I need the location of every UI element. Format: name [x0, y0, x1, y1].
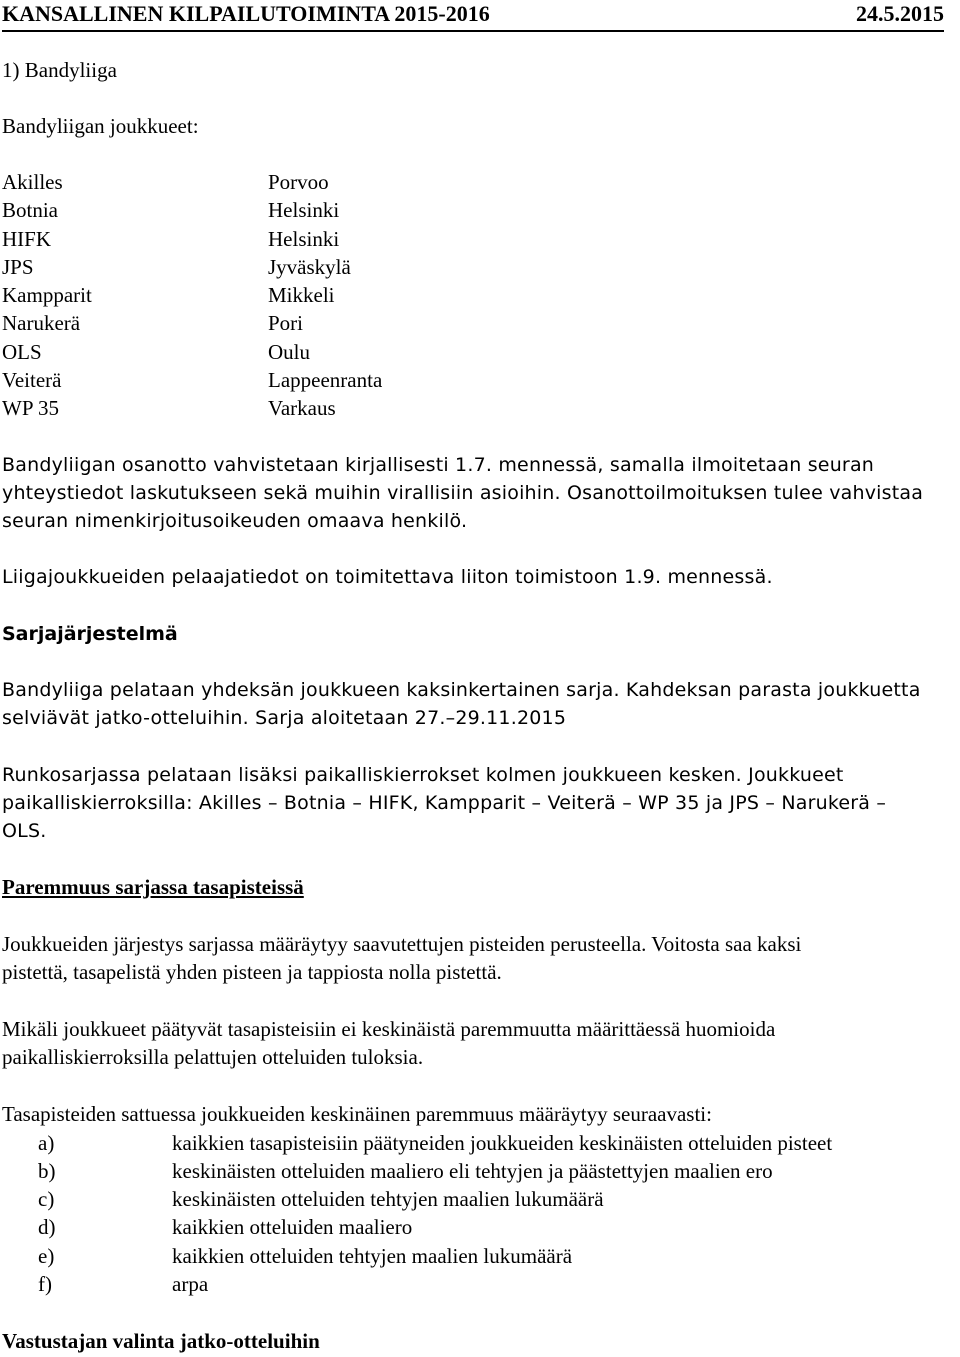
paragraph-line: Bandyliiga pelataan yhdeksän joukkueen kaksinkertainen sarja. Kahdeksan parasta joukkuetta: [2, 679, 921, 701]
paragraph-line: pistettä, tasapelistä yhden pisteen ja tappiosta nolla pistettä.: [2, 960, 502, 984]
team-city: Pori: [268, 311, 304, 336]
criteria-text: kaikkien otteluiden tehtyjen maalien lukumäärä: [172, 1244, 573, 1268]
team-name: Botnia: [2, 198, 58, 223]
paragraph-line: Bandyliigan osanotto vahvistetaan kirjallisesti 1.7. mennessä, samalla ilmoitetaan seuran: [2, 454, 875, 476]
team-name: WP 35: [2, 396, 59, 421]
document-header: [2, 0, 944, 32]
paragraph-line: Joukkueiden järjestys sarjassa määräytyy saavutettujen pisteiden perusteella. Voitosta saa kaksi: [2, 932, 802, 956]
team-name: Veiterä: [2, 368, 62, 393]
heading-sarjajarjestelma: Sarjajärjestelmä: [2, 623, 178, 645]
criteria-text: keskinäisten otteluiden tehtyjen maalien lukumäärä: [172, 1187, 604, 1211]
heading-paremmuus: Paremmuus sarjassa tasapisteissä: [2, 875, 304, 899]
paragraph-line: paikalliskierroksilla: Akilles – Botnia – HIFK, Kampparit – Veiterä – WP 35 ja JPS – Narukerä –: [2, 792, 887, 814]
team-name: OLS: [2, 339, 42, 364]
paragraph-line: seuran nimenkirjoitusoikeuden omaava henkilö.: [2, 510, 468, 532]
criteria-text: arpa: [172, 1272, 209, 1296]
paragraph-line: yhteystiedot laskutukseen sekä muihin virallisiin asioihin. Osanottoilmoituksen tulee vahvistaa: [2, 482, 924, 504]
criteria-text: kaikkien otteluiden maaliero: [172, 1215, 413, 1239]
team-name: HIFK: [2, 226, 52, 251]
section-title: 1) Bandyliiga: [2, 58, 117, 82]
team-city: Mikkeli: [268, 283, 335, 308]
team-city: Oulu: [268, 339, 310, 364]
criteria-letter: a): [38, 1131, 55, 1155]
criteria-letter: d): [38, 1215, 56, 1239]
criteria-letter: c): [38, 1187, 55, 1211]
team-city: Jyväskylä: [268, 254, 351, 279]
team-city: Lappeenranta: [268, 368, 383, 393]
criteria-letter: f): [38, 1272, 52, 1296]
team-cities-column: [268, 168, 382, 423]
criteria-letter: b): [38, 1159, 56, 1183]
paragraph-line: paikalliskierroksilla pelattujen otteluiden tuloksia.: [2, 1045, 424, 1069]
team-name: Akilles: [2, 170, 63, 194]
team-city: Porvoo: [268, 170, 329, 194]
team-city: Helsinki: [268, 198, 340, 223]
criteria-letter: e): [38, 1244, 55, 1268]
team-name: Narukerä: [2, 311, 81, 336]
team-name: JPS: [2, 254, 34, 279]
team-city: Helsinki: [268, 226, 340, 251]
paragraph-line: Tasapisteiden sattuessa joukkueiden keskinäinen paremmuus määräytyy seuraavasti:: [2, 1102, 712, 1126]
paragraph-line: Runkosarjassa pelataan lisäksi paikalliskierrokset kolmen joukkueen kesken. Joukkueet: [2, 764, 844, 786]
header-title: KANSALLINEN KILPAILUTOIMINTA 2015-2016: [2, 1, 490, 26]
paragraph-line: selviävät jatko-otteluihin. Sarja aloitetaan 27.–29.11.2015: [2, 707, 567, 729]
paragraph-line: Mikäli joukkueet päätyvät tasapisteisiin ei keskinäistä paremmuutta määrittäessä huomioida: [2, 1017, 776, 1041]
team-city: Varkaus: [268, 396, 336, 421]
criteria-text: kaikkien tasapisteisiin päätyneiden joukkueiden keskinäisten otteluiden pisteet: [172, 1131, 833, 1155]
teams-heading: Bandyliigan joukkueet:: [2, 114, 199, 138]
team-names-column: [2, 168, 92, 423]
team-name: Kampparit: [2, 283, 92, 308]
paragraph-line: Liigajoukkueiden pelaajatiedot on toimitettava liiton toimistoon 1.9. mennessä.: [2, 566, 773, 588]
paragraph-line: OLS.: [2, 820, 47, 842]
heading-vastustaja: Vastustajan valinta jatko-otteluihin: [2, 1329, 320, 1353]
header-date: 24.5.2015: [856, 1, 944, 26]
criteria-text: keskinäisten otteluiden maaliero eli tehtyjen ja päästettyjen maalien ero: [172, 1159, 773, 1183]
